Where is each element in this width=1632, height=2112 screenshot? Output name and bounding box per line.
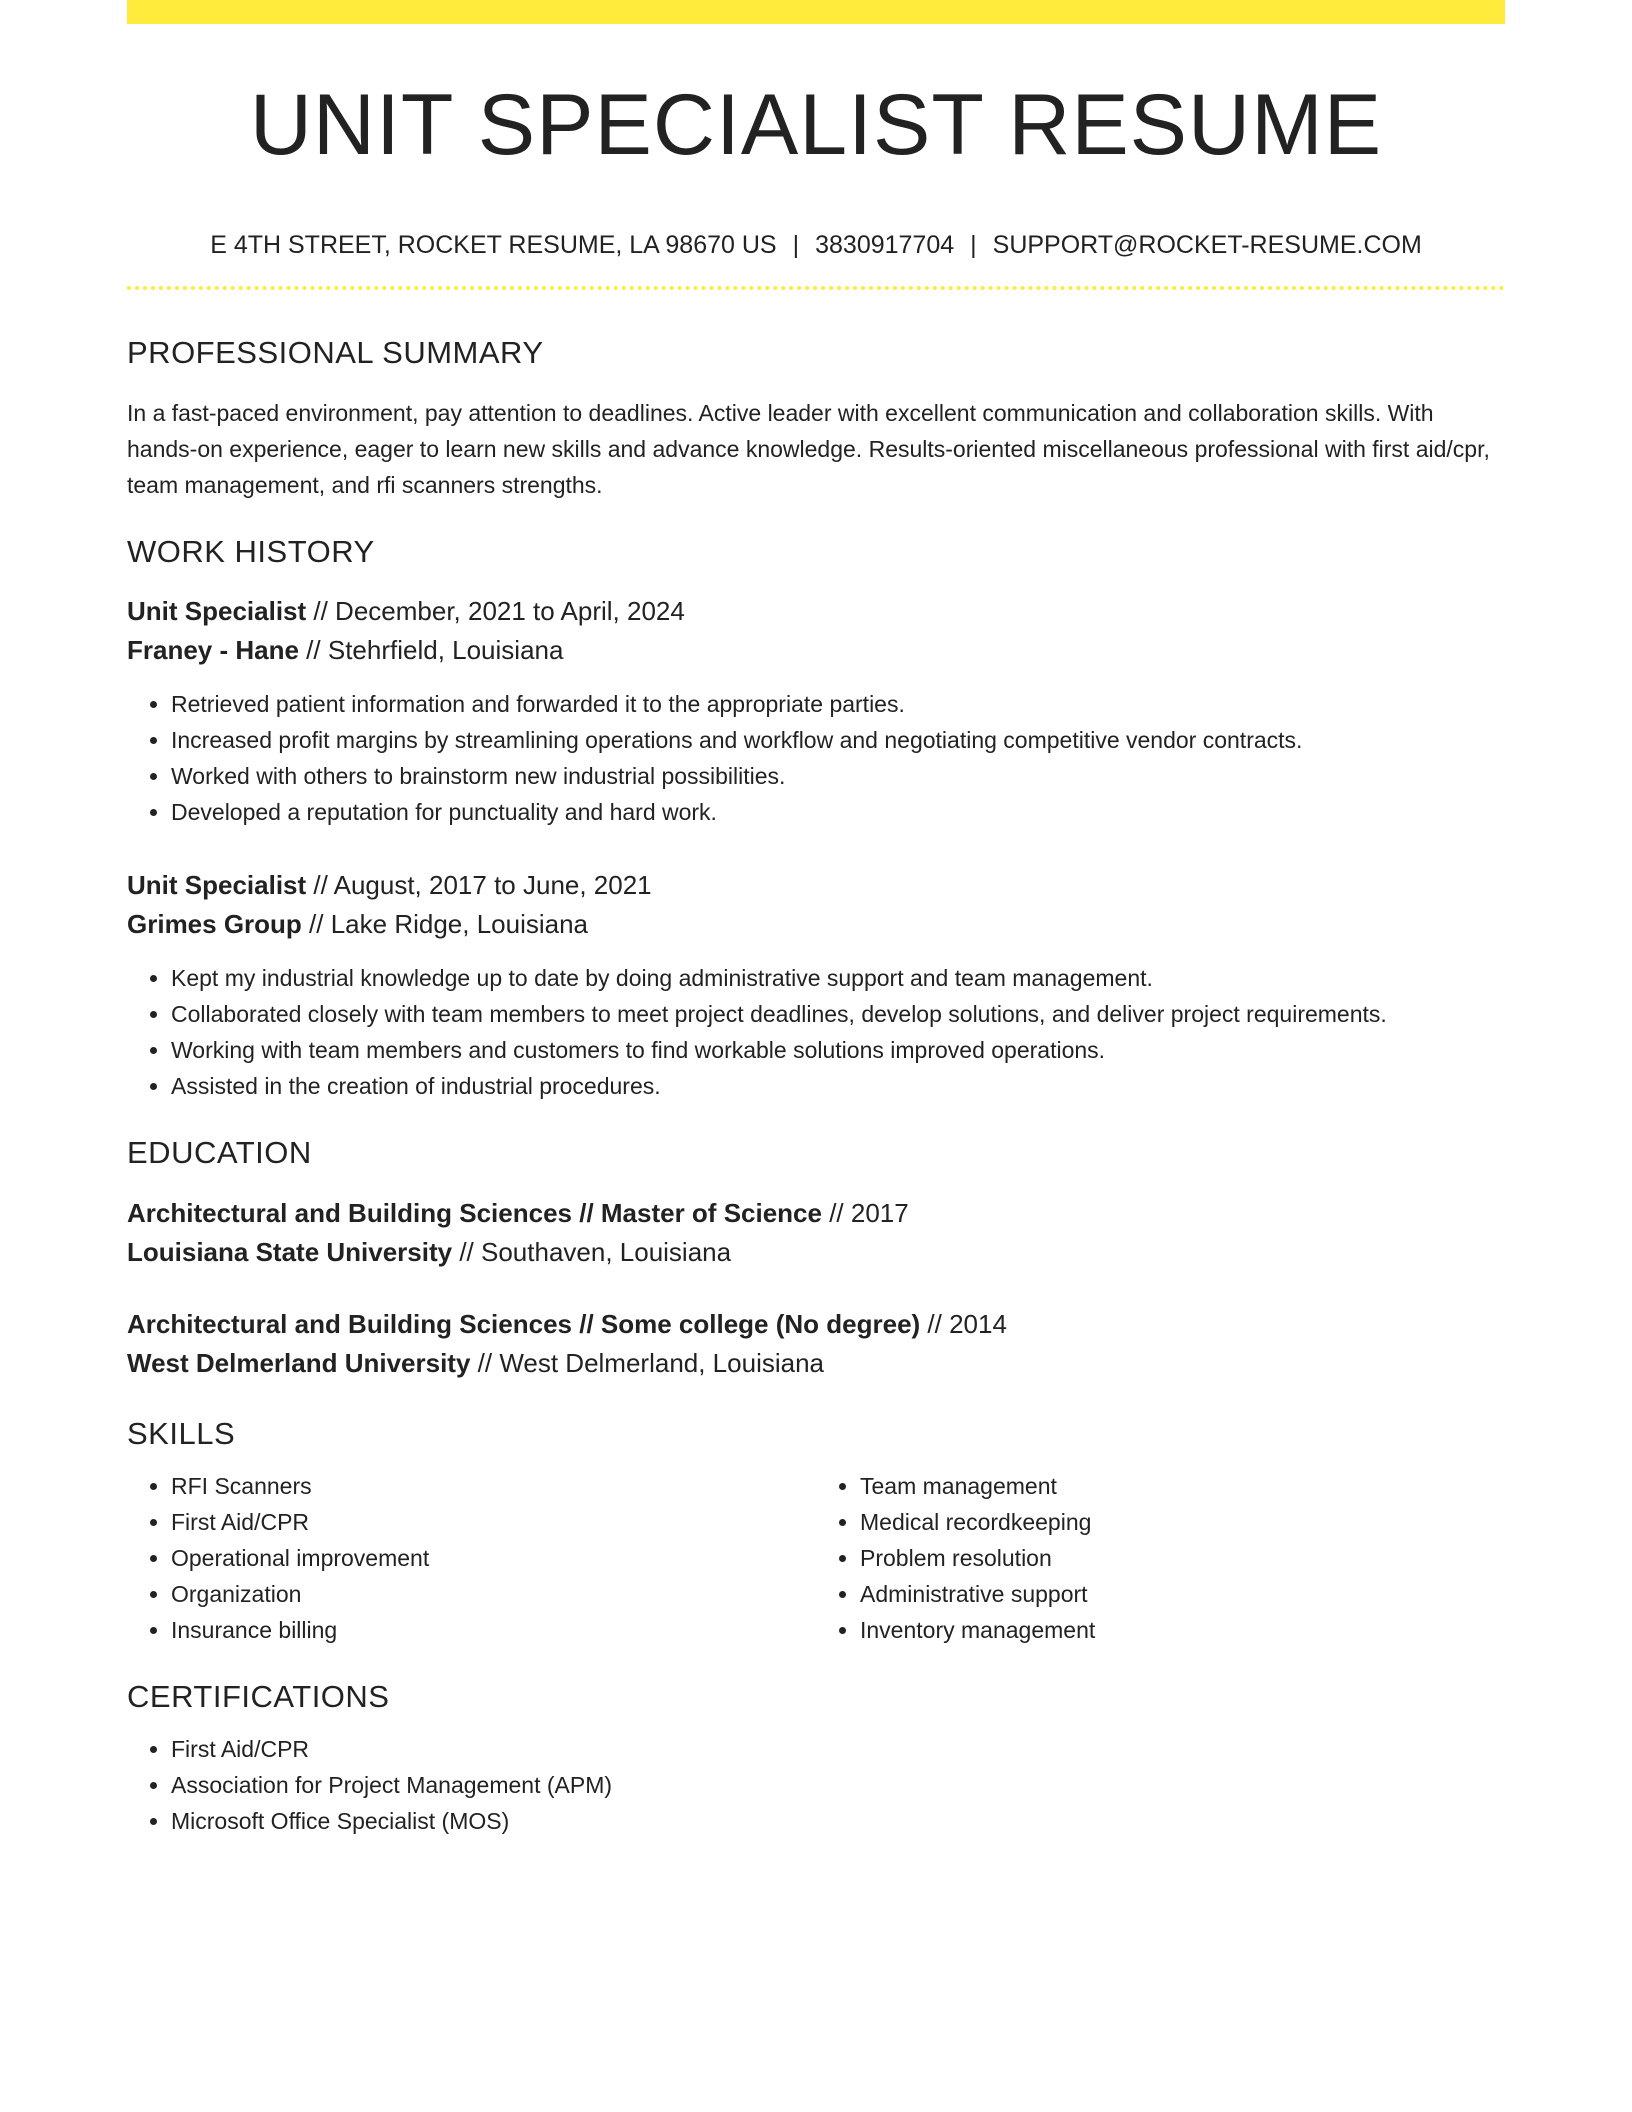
education-location: // West Delmerland, Louisiana	[470, 1347, 824, 1378]
skills-heading: SKILLS	[127, 1415, 236, 1451]
job-location: // Stehrfield, Louisiana	[298, 635, 564, 666]
list-item: • Assisted in the creation of industrial procedures.	[171, 1068, 1505, 1104]
education-year: // 2014	[920, 1308, 1007, 1339]
list-item: • Working with team members and customers to find workable solutions improved operations.	[171, 1032, 1505, 1068]
contact-email: SUPPORT@ROCKET-RESUME.COM	[992, 231, 1422, 259]
contact-address: E 4TH STREET, ROCKET RESUME, LA 98670 US	[210, 231, 777, 259]
certifications-list	[127, 1731, 1505, 1839]
list-item: • Insurance billing	[171, 1612, 816, 1648]
education-entry	[127, 1305, 1505, 1383]
resume-page	[127, 0, 1505, 1839]
list-item: • Administrative support	[860, 1576, 1505, 1612]
job-title-line	[127, 592, 1505, 631]
job-bullets	[127, 686, 1505, 830]
job-title-line	[127, 866, 1505, 905]
list-item: • Operational improvement	[171, 1540, 816, 1576]
list-item: • Increased profit margins by streamlining operations and workflow and negotiating competitive vendor contracts.	[171, 722, 1505, 758]
job-company-line	[127, 631, 1505, 670]
education-year: // 2017	[821, 1197, 909, 1228]
list-item: • Team management	[860, 1468, 1505, 1504]
education-school-line	[127, 1344, 1505, 1383]
education-degree: Architectural and Building Sciences // Master of Science	[127, 1197, 822, 1228]
list-item: • Problem resolution	[860, 1540, 1505, 1576]
list-item: • Retrieved patient information and forwarded it to the appropriate parties.	[171, 686, 1505, 722]
job-entry	[127, 592, 1505, 830]
list-item: • Association for Project Management (APM)	[171, 1767, 1505, 1803]
contact-separator: |	[970, 231, 977, 259]
certifications-heading: CERTIFICATIONS	[127, 1678, 390, 1714]
accent-top-bar	[127, 0, 1505, 24]
education-school: West Delmerland University	[127, 1347, 471, 1378]
resume-title: UNIT SPECIALIST RESUME	[249, 77, 1383, 173]
list-item: • First Aid/CPR	[171, 1504, 816, 1540]
job-title: Unit Specialist	[127, 596, 307, 627]
job-company: Grimes Group	[127, 909, 302, 940]
skills-columns	[127, 1462, 1505, 1648]
job-dates: // August, 2017 to June, 2021	[306, 870, 652, 901]
education-degree: Architectural and Building Sciences // Some college (No degree)	[127, 1308, 921, 1339]
education-degree-line	[127, 1305, 1505, 1344]
education-school: Louisiana State University	[127, 1236, 453, 1267]
list-item: • First Aid/CPR	[171, 1731, 1505, 1767]
list-item: • Microsoft Office Specialist (MOS)	[171, 1803, 1505, 1839]
list-item: • RFI Scanners	[171, 1468, 816, 1504]
contact-phone: 3830917704	[815, 231, 955, 259]
list-item: • Collaborated closely with team members to meet project deadlines, develop solutions, and deliver project requirements.	[171, 996, 1505, 1032]
summary-text: In a fast-paced environment, pay attention to deadlines. Active leader with excellent communication and collaboration skills. With hands-on experience, eager to learn new skills and advance knowledge. Results-oriented miscellaneous professional with first aid/cpr, team management, and rfi scanners strengths.	[127, 400, 1490, 499]
job-dates: // December, 2021 to April, 2024	[306, 596, 685, 627]
work-history-heading: WORK HISTORY	[127, 534, 375, 570]
education-location: // Southaven, Louisiana	[452, 1236, 732, 1267]
job-bullets	[127, 960, 1505, 1104]
education-degree-line	[127, 1194, 1505, 1233]
list-item: • Inventory management	[860, 1612, 1505, 1648]
list-item: • Kept my industrial knowledge up to date by doing administrative support and team management.	[171, 960, 1505, 996]
job-location: // Lake Ridge, Louisiana	[301, 909, 589, 940]
job-company-line	[127, 905, 1505, 944]
list-item: • Developed a reputation for punctuality and hard work.	[171, 794, 1505, 830]
list-item: • Organization	[171, 1576, 816, 1612]
contact-line	[127, 230, 1505, 260]
list-item: • Medical recordkeeping	[860, 1504, 1505, 1540]
education-school-line	[127, 1233, 1505, 1272]
summary-heading: PROFESSIONAL SUMMARY	[127, 335, 544, 370]
contact-separator: |	[792, 231, 800, 259]
list-item: • Worked with others to brainstorm new industrial possibilities.	[171, 758, 1505, 794]
job-entry	[127, 866, 1505, 1104]
skills-right-list	[816, 1468, 1505, 1648]
dotted-divider	[127, 286, 1505, 290]
skills-left-list	[127, 1468, 816, 1648]
education-heading: EDUCATION	[127, 1135, 312, 1171]
job-company: Franey - Hane	[127, 635, 299, 666]
job-title: Unit Specialist	[127, 870, 307, 901]
education-entry	[127, 1194, 1505, 1272]
